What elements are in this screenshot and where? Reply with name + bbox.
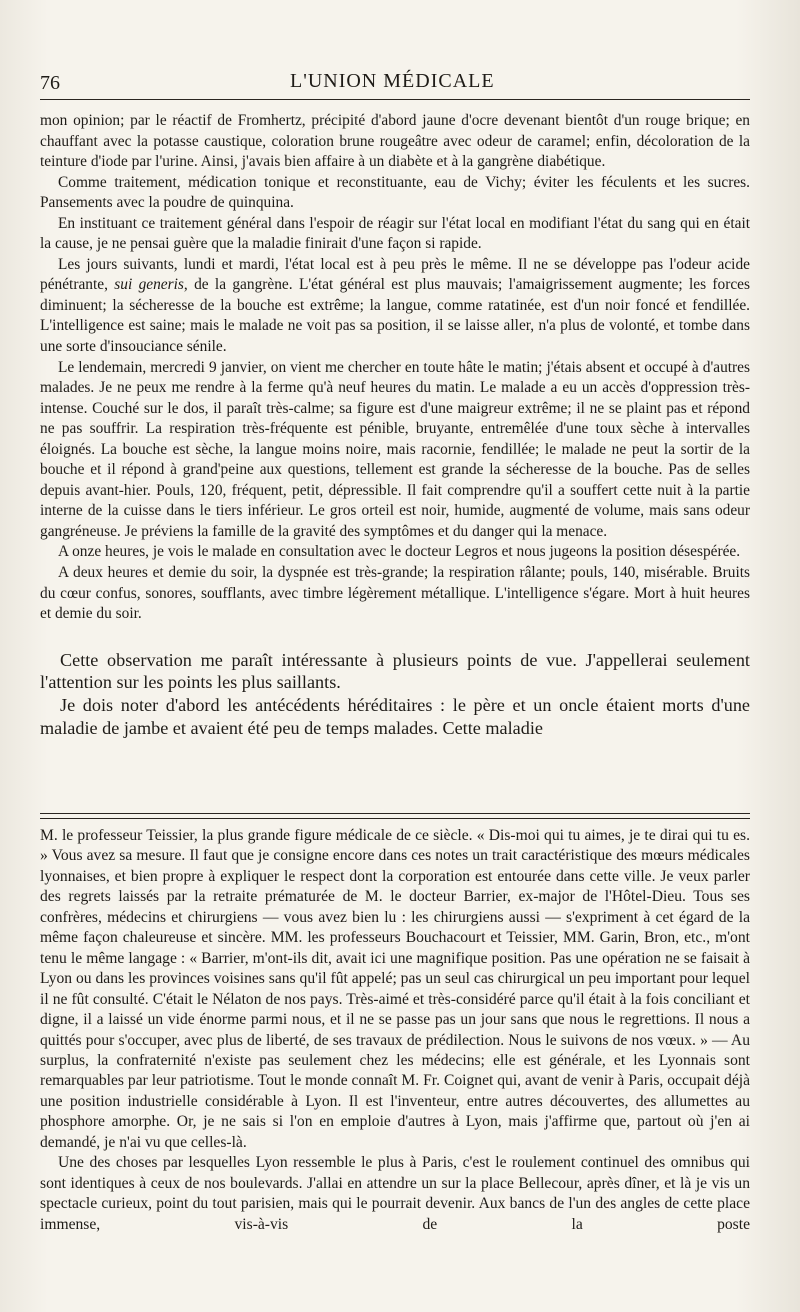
main-text [40,111,750,740]
paragraph-text: , de la gangrène. L'état général est plus mauvais; l'amaigrissement augmente; les forces diminuent; la sécheresse de la bouche est extrême; la langue, comme ratatinée, est d'un noir foncé et fendillée. L'intelligence est saine; mais le malade ne voit pas sa position, il se laisse aller, n'a plus de volonté, et tombe dans une sorte d'insouciance sénile. [40,276,751,356]
page-number: 76 [40,72,60,94]
paragraph: mon opinion; par le réactif de Fromhertz, précipité d'abord jaune d'ocre devenant bientôt d'un rouge brique; en chauffant avec la potasse caustique, coloration brune rougeâtre avec odeur de caramel; enfin, décoloration de la teinture d'iode par l'urine. Ainsi, j'avais bien affaire à un diabète et à la gangrène diabétique. [40,112,750,171]
footnote-text [40,826,750,1235]
paragraph: En instituant ce traitement général dans l'espoir de réagir sur l'état local en modifiant l'état du sang qui en était la cause, je ne pensai guère que la maladie finirait d'une façon si rapide. [40,214,750,253]
page-header [40,62,750,92]
footnote-paragraph: Une des choses par lesquelles Lyon ressemble le plus à Paris, c'est le roulement continuel des omnibus qui sont identiques à ceux de nos boulevards. J'allai en attendre un sur la place Bellecour, après dîner, et là je vis un spectacle curieux, point du tout parisien, mais qui le pourrait devenir. Aux bancs de l'un des angles de cette place immense, vis-à-vis de la poste [40,1154,750,1233]
header-rule [40,99,750,100]
footnote-separator [40,813,750,819]
italic-term: sui generis [114,276,184,294]
paragraph [40,255,750,358]
paragraph: Je dois noter d'abord les antécédents héréditaires : le père et un oncle étaient morts d'une maladie de jambe et avaient été peu de temps malades. Cette maladie [40,695,750,739]
paragraph: Le lendemain, mercredi 9 janvier, on vient me chercher en toute hâte le matin; j'étais absent et occupé à d'autres malades. Je ne peux me rendre à la ferme qu'à neuf heures du matin. Le malade a eu un accès d'oppression très-intense. Couché sur le dos, il paraît très-calme; sa figure est d'une maigreur extrême; il ne se plaint pas et répond ne pas souffrir. La respiration très-fréquente est pénible, bruyante, entremêlée d'une toux sèche à intervalles éloignés. La bouche est sèche, la langue moins noire, mais racornie, fendillée; le malade ne peut la sortir de la bouche et il répond à grand'peine aux questions, tellement est grande la sécheresse de la bouche. Pas de selles depuis avant-hier. Pouls, 120, fréquent, petit, dépressible. Il fait comprendre qu'il a souffert cette nuit à la partie interne de la cuisse dans le tiers inférieur. Le gros orteil est noir, humide, augmenté de volume, mais sans odeur gangréneuse. Je préviens la famille de la gravité des symptômes et du danger qui la menace. [40,358,750,540]
paragraph-text: Les jours suivants, lundi et mardi, l'état local est à peu près le même. Il ne se développe pas l'odeur acide pénétrante, [40,255,750,294]
footnote-paragraph: M. le professeur Teissier, la plus grande figure médicale de ce siècle. « Dis-moi qui tu aimes, je te dirai qui tu es. » Vous avez sa mesure. Il faut que je consigne encore dans ces notes un trait caractéristique des mœurs médicales lyonnaises, et bien propre à expliquer le respect dont la corporation est entourée dans cette ville. Je veux parler des regrets laissés par la retraite prématurée de M. le docteur Barrier, ex-major de l'Hôtel-Dieu. Tous ses confrères, médecins et chirurgiens — vous avez bien lu : les chirurgiens aussi — s'expriment à cet égard de la même façon chaleureuse et sincère. MM. les professeurs Bouchacourt et Teissier, MM. Garin, Bron, etc., m'ont tenu le même langage : « Barrier, m'ont-ils dit, avait ici une magnifique position. Pas une opération ne se faisait à Lyon ou dans les provinces voisines sans qu'il fût appelé; pas un seul cas chirurgical un peu important pour lequel il ne fût consulté. C'était le Nélaton de nos pays. Très-aimé et très-considéré parce qu'il était à la fois conciliant et digne, il a laissé un vide énorme parmi nous, et il ne se passe pas un jour sans que nous le regrettions. Il nous a quittés pour s'occuper, avec plus de liberté, de ses travaux de prédilection. Nous le suivons de nos vœux. » — Au surplus, la confraternité n'existe pas seulement chez les médecins; elle est générale, et les Lyonnais sont remarquables par leur patriotisme. Tout le monde connaît M. Fr. Coignet qui, avant de venir à Paris, occupait déjà une position industrielle considérable à Lyon. Il est l'inventeur, entre autres découvertes, des allumettes au phosphore amorphe. Or, je ne sais si l'on en emploie d'autres à Lyon, mais j'affirme que, partout où j'en ai demandé, je n'ai vu que celles-là. [40,827,750,1151]
paragraph: Comme traitement, médication tonique et reconstituante, eau de Vichy; éviter les féculents et les sucres. Pansements avec la poudre de quinquina. [40,173,750,212]
paragraph: A onze heures, je vois le malade en consultation avec le docteur Legros et nous jugeons la position désespérée. [58,543,741,561]
paragraph: A deux heures et demie du soir, la dyspnée est très-grande; la respiration râlante; pouls, 140, misérable. Bruits du cœur confus, sonores, soufflants, avec timbre légèrement métallique. L'intelligence s'égare. Mort à huit heures et demie du soir. [40,564,750,623]
paragraph: Cette observation me paraît intéressante à plusieurs points de vue. J'appellerai seulement l'attention sur les points les plus saillants. [40,649,750,693]
running-title: L'UNION MÉDICALE [290,70,495,92]
